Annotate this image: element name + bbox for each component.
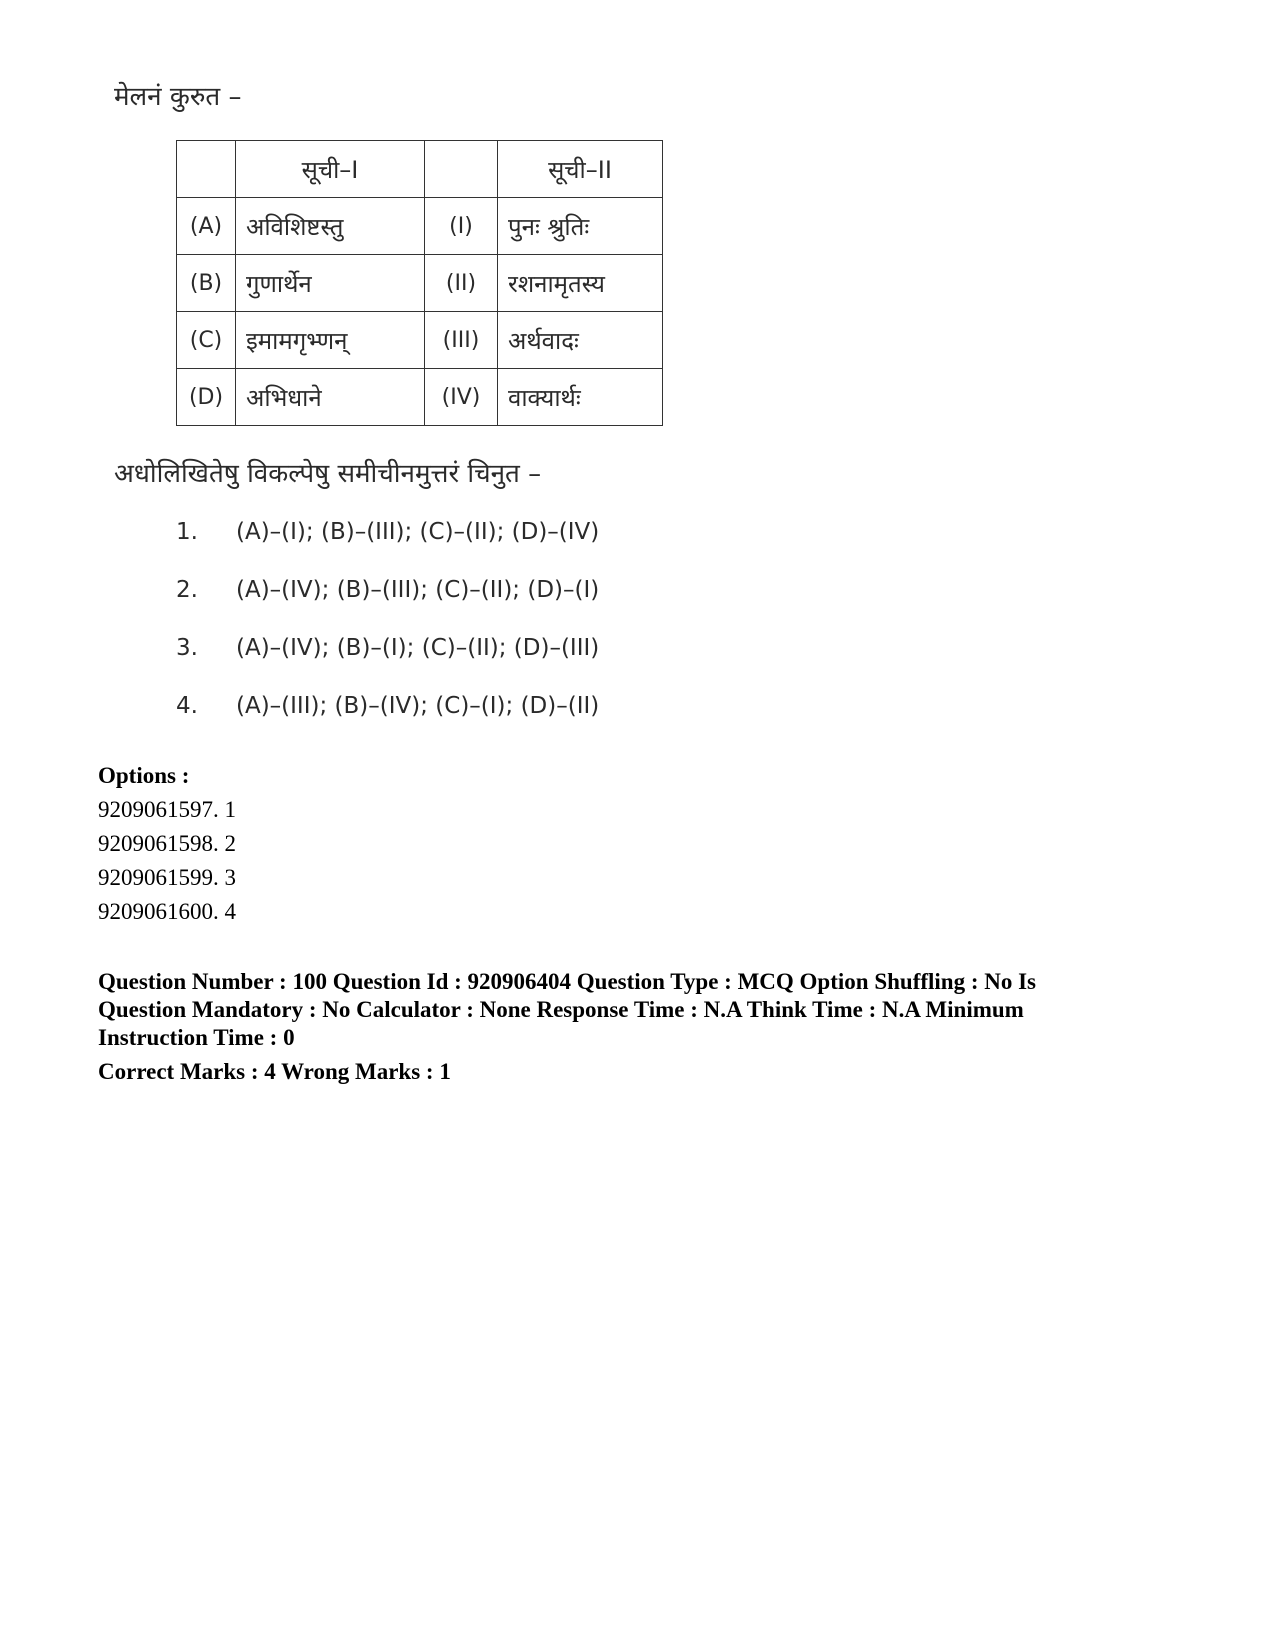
header-empty-cell [177, 141, 236, 198]
list1-item: इमामगृभ्णन् [236, 312, 425, 369]
choice-number: 4. [176, 693, 198, 719]
list2-item: पुनः श्रुतिः [498, 198, 663, 255]
question-info-line: Instruction Time : 0 [98, 1025, 295, 1050]
header-empty-cell [425, 141, 498, 198]
options-heading: Options : [98, 763, 190, 788]
list2-item: अर्थवादः [498, 312, 663, 369]
option-item: 9209061597. 1 [98, 797, 236, 822]
row-key: (A) [177, 198, 236, 255]
marks-line: Correct Marks : 4 Wrong Marks : 1 [98, 1059, 451, 1084]
choice-item [176, 633, 599, 663]
choice-text: (A)–(I); (B)–(III); (C)–(II); (D)–(IV) [236, 519, 600, 545]
choice-item [176, 575, 599, 605]
row-numeral: (II) [425, 255, 498, 312]
question-info-line: Question Number : 100 Question Id : 920906404 Question Type : MCQ Option Shuffling : No Is [98, 969, 1037, 994]
option-item: 9209061600. 4 [98, 899, 236, 924]
list2-item: रशनामृतस्य [498, 255, 663, 312]
choice-number: 2. [176, 577, 198, 603]
row-numeral: (III) [425, 312, 498, 369]
match-table [176, 140, 663, 426]
table-row [177, 198, 663, 255]
choice-prompt: अधोलिखितेषु विकल्पेषु समीचीनमुत्तरं चिनुत – [114, 459, 542, 489]
question-info-line: Question Mandatory : No Calculator : None Response Time : N.A Think Time : N.A Minimum [98, 997, 1024, 1022]
table-row [177, 369, 663, 426]
list1-item: अविशिष्टस्तु [236, 198, 425, 255]
choice-text: (A)–(IV); (B)–(III); (C)–(II); (D)–(I) [236, 577, 600, 603]
choice-text: (A)–(III); (B)–(IV); (C)–(I); (D)–(II) [236, 693, 600, 719]
table-row [177, 255, 663, 312]
row-numeral: (I) [425, 198, 498, 255]
list1-header: सूची–I [236, 141, 425, 198]
list1-item: अभिधाने [236, 369, 425, 426]
option-item: 9209061598. 2 [98, 831, 236, 856]
table-row [177, 312, 663, 369]
choice-item [176, 517, 599, 547]
option-item: 9209061599. 3 [98, 865, 236, 890]
table-header-row [177, 141, 663, 198]
choice-item [176, 691, 599, 721]
question-image [0, 0, 1275, 740]
match-instruction: मेलनं कुरुत – [114, 82, 242, 112]
row-key: (D) [177, 369, 236, 426]
row-key: (C) [177, 312, 236, 369]
row-key: (B) [177, 255, 236, 312]
choice-text: (A)–(IV); (B)–(I); (C)–(II); (D)–(III) [236, 635, 600, 661]
list1-item: गुणार्थेन [236, 255, 425, 312]
choice-number: 3. [176, 635, 198, 661]
list2-item: वाक्यार्थः [498, 369, 663, 426]
row-numeral: (IV) [425, 369, 498, 426]
list2-header: सूची–II [498, 141, 663, 198]
choice-number: 1. [176, 519, 198, 545]
